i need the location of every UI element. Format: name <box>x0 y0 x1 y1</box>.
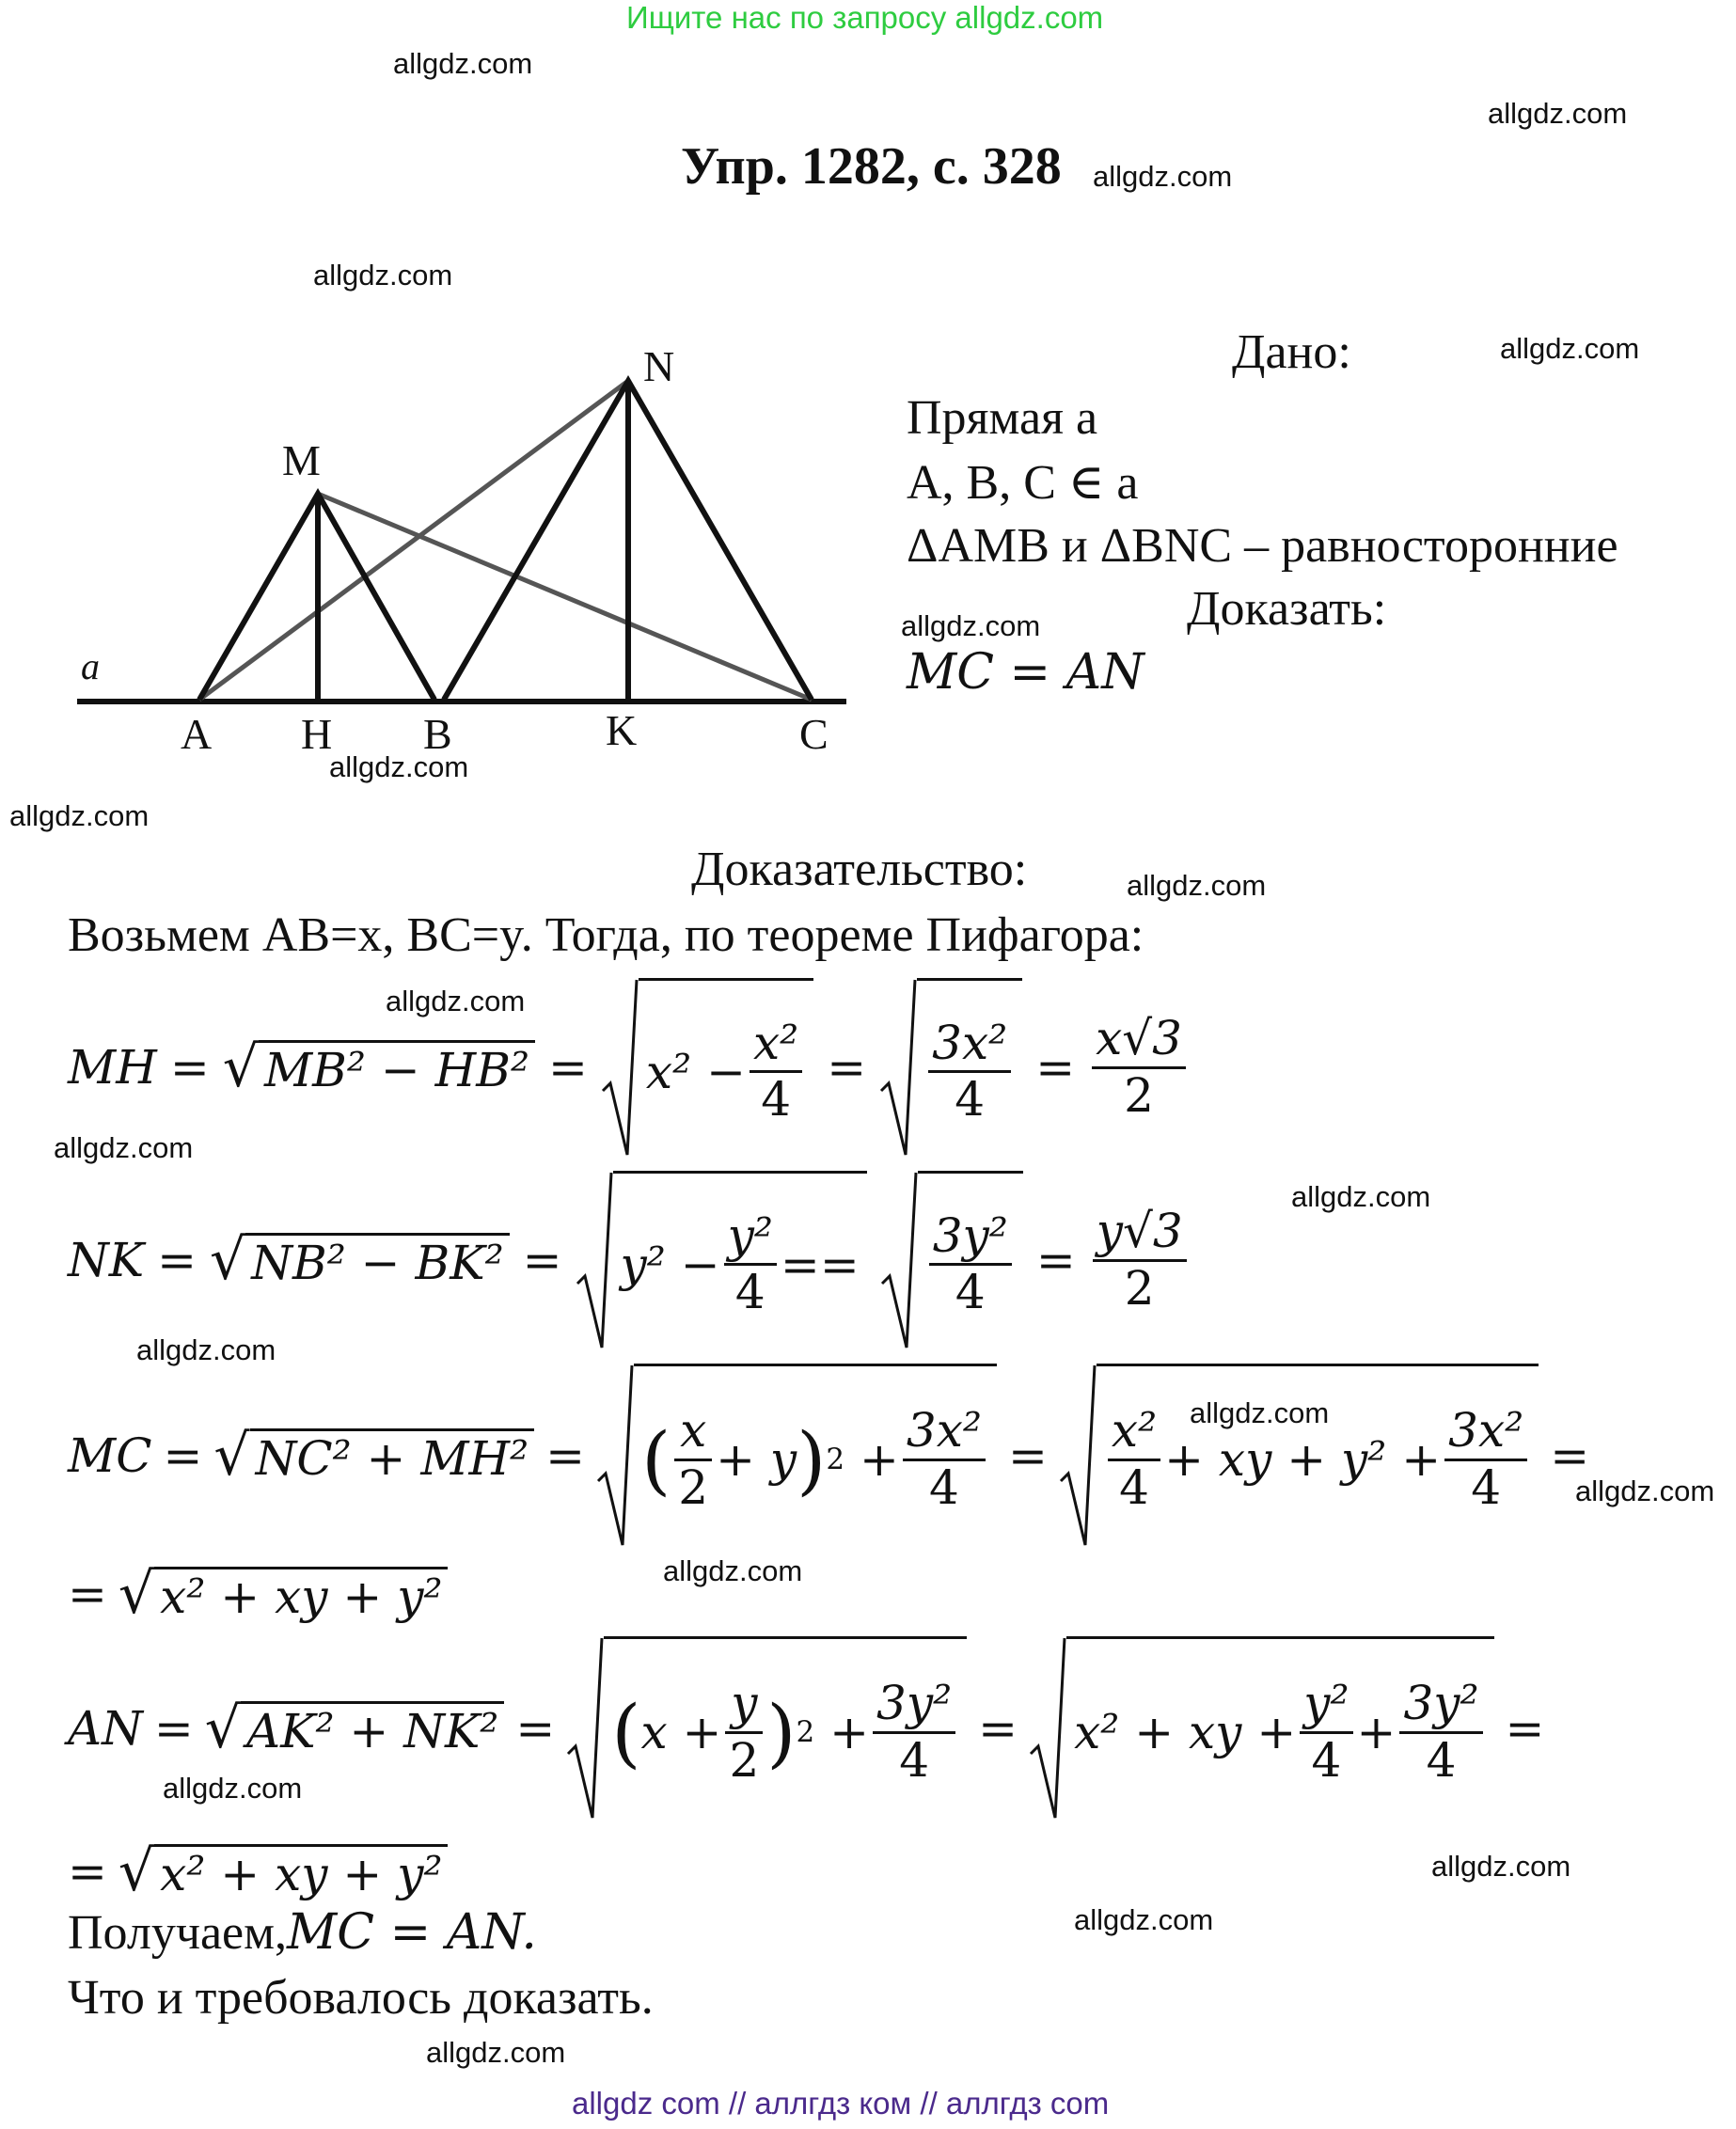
watermark: allgdz.com <box>663 1554 803 1587</box>
watermark: allgdz.com <box>163 1772 303 1805</box>
watermark: allgdz.com <box>386 985 526 1017</box>
top-banner[interactable]: Ищите нас по запросу allgdz.com <box>626 0 1104 35</box>
given-heading: Дано: <box>1232 325 1351 379</box>
label-c: C <box>799 710 829 758</box>
result-line <box>68 1904 537 1961</box>
label-k: K <box>606 706 638 754</box>
watermark: allgdz.com <box>136 1333 276 1366</box>
an-root: AK² + NK² <box>241 1701 504 1758</box>
conclusion: Что и требовалось доказать. <box>68 1971 654 2025</box>
equation-mc: MC = √ NC² + MH² = ( $\frac{x}{2}$ + y ) 2 + $\frac{\text{3x²}}{4}$ = $\frac{\text{x²}}{4}$ + xy + y² + $\frac{\text{3x²}}{4}$ = <box>68 1364 1589 1547</box>
mh-lhs: MH <box>68 1040 157 1095</box>
result-math: MC = AN. <box>287 1904 537 1961</box>
nk-lhs: NK <box>68 1233 145 1287</box>
watermark: allgdz.com <box>426 2036 566 2069</box>
result-prefix: Получаем, <box>68 1906 288 1960</box>
watermark: allgdz.com <box>313 259 453 292</box>
watermark: allgdz.com <box>1074 1903 1214 1936</box>
equation-mh: MH = √ MB² − HB² = x² − $\frac{\text{x²}}{4}$ = $\frac{\text{3x²}}{4}$ = $\frac{x√3}{2}$ <box>68 978 1190 1157</box>
nk-root: NB² − BK² <box>245 1233 509 1290</box>
proof-heading: Доказательство: <box>691 843 1028 896</box>
watermark: allgdz.com <box>1093 160 1233 193</box>
label-point-a: A <box>181 710 213 758</box>
label-m: M <box>282 436 321 484</box>
geometry-figure <box>66 339 865 762</box>
watermark: allgdz.com <box>1291 1180 1431 1213</box>
mh-result: x√3 <box>1092 1012 1186 1069</box>
label-n: N <box>643 342 675 390</box>
watermark: allgdz.com <box>329 750 469 783</box>
watermark: allgdz.com <box>9 799 150 832</box>
prove-heading: Доказать: <box>1187 582 1387 636</box>
watermark: allgdz.com <box>1575 1475 1715 1507</box>
watermark: allgdz.com <box>54 1131 194 1164</box>
watermark: allgdz.com <box>1431 1850 1571 1883</box>
bottom-banner[interactable]: allgdz com // аллгдз ком // аллгдз com <box>572 2086 1110 2121</box>
nk-result: y√3 <box>1093 1205 1187 1262</box>
equation-mc-result: = √ x² + xy + y² <box>68 1561 448 1627</box>
label-b: B <box>423 710 452 758</box>
mc-final-root: x² + xy + y² <box>154 1567 448 1624</box>
given-line: Прямая a <box>907 391 1098 445</box>
an-final-root: x² + xy + y² <box>154 1844 448 1901</box>
label-h: H <box>301 710 333 758</box>
segment-mc <box>318 494 812 700</box>
watermark: allgdz.com <box>1488 97 1628 130</box>
watermark: allgdz.com <box>1190 1396 1330 1429</box>
watermark: allgdz.com <box>901 609 1041 642</box>
equation-an-result: = √ x² + xy + y² <box>68 1838 448 1904</box>
given-line: ΔAMB и ΔBNC – равносторонние <box>907 519 1618 573</box>
equation-an: AN = √ AK² + NK² = ( x + $\frac{y}{2}$ ) 2 + $\frac{\text{3y²}}{4}$ = x² + xy + $\frac{\text{y²}}{4}$ + $\frac{\text{3y²}}{4}$ = <box>68 1636 1544 1820</box>
equation-nk: NK = √ NB² − BK² = y² − $\frac{\text{y²}}{4}$ == $\frac{\text{3y²}}{4}$ = $\frac{y√3}{2}$ <box>68 1171 1191 1349</box>
page-title: Упр. 1282, с. 328 <box>681 137 1062 196</box>
mc-lhs: MC <box>68 1427 152 1483</box>
watermark: allgdz.com <box>1500 332 1640 365</box>
mc-root: NC² + MH² <box>250 1428 535 1486</box>
given-line: A, B, C ∈ a <box>907 456 1139 510</box>
prove-statement: MC = AN <box>907 644 1144 701</box>
watermark: allgdz.com <box>393 47 533 80</box>
mh-root: MB² − HB² <box>259 1040 535 1097</box>
segment-an <box>199 381 628 700</box>
mh-x2: x² <box>645 1044 692 1099</box>
proof-intro: Возьмем AB=x, BC=y. Тогда, по теореме Пифагора: <box>68 908 1144 962</box>
label-a: a <box>81 645 100 687</box>
watermark: allgdz.com <box>1127 869 1267 902</box>
an-lhs: AN <box>68 1700 143 1756</box>
